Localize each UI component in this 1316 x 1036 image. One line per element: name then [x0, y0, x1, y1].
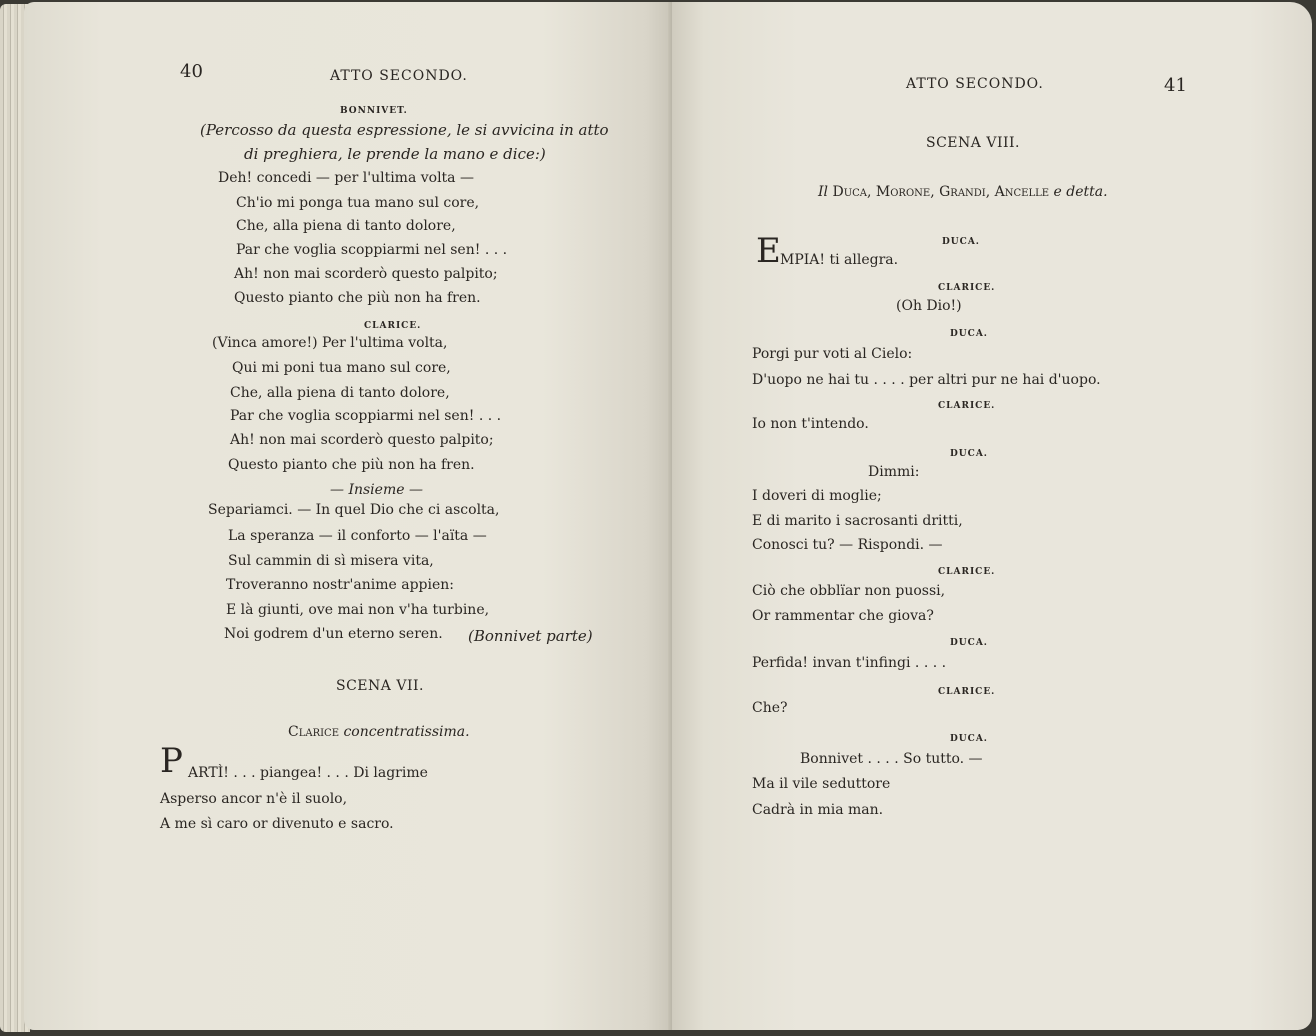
verse-line: Noi godrem d'un eterno seren.	[224, 626, 443, 642]
verse-line: Asperso ancor n'è il suolo,	[160, 791, 348, 807]
verse-line: ARTÌ! . . . piangea! . . . Di lagrime	[188, 765, 428, 781]
stage-direction: concentratissima.	[343, 724, 470, 740]
verse-line: Io non t'intendo.	[752, 416, 869, 432]
speaker-label: DUCA.	[942, 237, 980, 247]
scene-characters	[288, 724, 470, 740]
speaker-label: DUCA.	[950, 449, 988, 459]
verse-line: Ma il vile seduttore	[752, 776, 891, 792]
verse-line: Bonnivet . . . . So tutto. —	[800, 751, 983, 767]
character-name: Clarice	[288, 724, 340, 740]
speaker-label: CLARICE.	[938, 567, 996, 577]
scene-heading: SCENA VIII.	[926, 135, 1020, 151]
verse-line: Che?	[752, 700, 788, 716]
stage-direction: — Insieme —	[330, 482, 423, 498]
page-number: 41	[1164, 75, 1187, 96]
speaker-label: CLARICE.	[938, 401, 996, 411]
verse-line: Ch'io mi ponga tua mano sul core,	[236, 195, 480, 211]
speaker-label: DUCA.	[950, 734, 988, 744]
drop-cap: E	[756, 231, 781, 271]
speaker-label: CLARICE.	[938, 283, 996, 293]
verse-line: Questo pianto che più non ha fren.	[228, 457, 475, 473]
verse-line: A me sì caro or divenuto e sacro.	[160, 816, 394, 832]
verse-line: La speranza — il conforto — l'aïta —	[228, 528, 487, 544]
verse-line: Perfida! invan t'infingi . . . .	[752, 655, 947, 671]
verse-line: (Oh Dio!)	[896, 298, 962, 314]
left-page	[24, 2, 672, 1030]
stage-direction: (Percosso da questa espressione, le si avvicina in atto	[200, 121, 609, 139]
stage-direction: (Bonnivet parte)	[468, 627, 593, 645]
verse-line: D'uopo ne hai tu . . . . per altri pur ne hai d'uopo.	[752, 372, 1101, 388]
speaker-label: CLARICE.	[938, 687, 996, 697]
verse-line: Che, alla piena di tanto dolore,	[236, 218, 456, 234]
verse-line: I doveri di moglie;	[752, 488, 882, 504]
right-page	[672, 2, 1312, 1030]
character-names: Duca, Morone, Grandi, Ancelle	[832, 184, 1050, 200]
stage-direction: di preghiera, le prende la mano e dice:)	[244, 145, 546, 163]
verse-line: MPIA! ti allegra.	[780, 252, 899, 268]
verse-line: Conosci tu? — Rispondi. —	[752, 537, 943, 553]
verse-line: Deh! concedi — per l'ultima volta —	[218, 170, 474, 186]
verse-line: Par che voglia scoppiarmi nel sen! . . .	[230, 408, 502, 424]
verse-line: E là giunti, ove mai non v'ha turbine,	[226, 602, 490, 618]
scene-characters	[818, 184, 1108, 200]
drop-cap: P	[160, 741, 183, 781]
page-number: 40	[180, 61, 203, 82]
running-head: ATTO SECONDO.	[906, 76, 1044, 92]
scene-heading: SCENA VII.	[336, 678, 424, 694]
stage-direction: e detta.	[1053, 184, 1108, 200]
stage-direction: Il	[818, 184, 829, 200]
verse-line: Qui mi poni tua mano sul core,	[232, 360, 451, 376]
verse-line: Or rammentar che giova?	[752, 608, 934, 624]
verse-line: E di marito i sacrosanti dritti,	[752, 513, 963, 529]
speaker-label: CLARICE.	[364, 321, 422, 331]
verse-line: Questo pianto che più non ha fren.	[234, 290, 481, 306]
verse-line: Ciò che obblïar non puossi,	[752, 583, 946, 599]
verse-line: Ah! non mai scorderò questo palpito;	[230, 432, 494, 448]
verse-line: Cadrà in mia man.	[752, 802, 884, 818]
running-head: ATTO SECONDO.	[330, 68, 468, 84]
verse-line: (Vinca amore!) Per l'ultima volta,	[212, 335, 448, 351]
verse-line: Par che voglia scoppiarmi nel sen! . . .	[236, 242, 508, 258]
speaker-label: BONNIVET.	[340, 106, 408, 116]
verse-line: Troveranno nostr'anime appien:	[226, 577, 455, 593]
speaker-label: DUCA.	[950, 638, 988, 648]
verse-line: Sul cammin di sì misera vita,	[228, 553, 434, 569]
verse-line: Ah! non mai scorderò questo palpito;	[234, 266, 498, 282]
verse-line: Porgi pur voti al Cielo:	[752, 346, 913, 362]
verse-line: Separiamci. — In quel Dio che ci ascolta,	[208, 502, 500, 518]
verse-line: Dimmi:	[868, 464, 920, 480]
verse-line: Che, alla piena di tanto dolore,	[230, 385, 450, 401]
speaker-label: DUCA.	[950, 329, 988, 339]
